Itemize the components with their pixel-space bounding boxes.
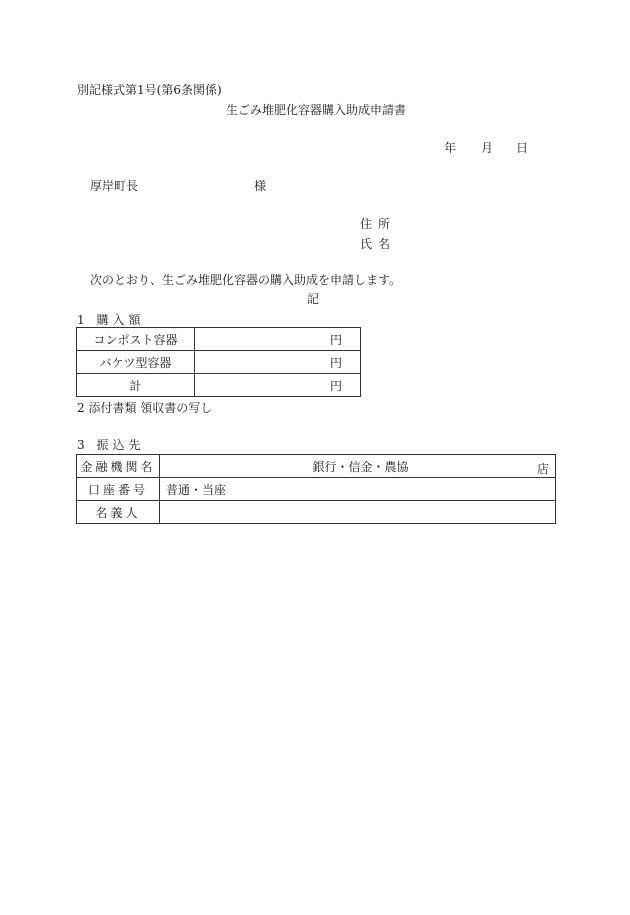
- section1-heading: 1 購入額: [77, 313, 145, 327]
- table-row: [77, 328, 361, 351]
- table-row: [77, 478, 556, 501]
- yen-unit: 円: [329, 355, 342, 370]
- date-year: 年: [444, 141, 457, 155]
- account-types: 普通・当座: [166, 482, 227, 497]
- table-row: [77, 374, 361, 397]
- account-field[interactable]: [160, 478, 556, 501]
- branch-suffix: 店: [536, 462, 549, 476]
- name-label: 氏名: [360, 237, 397, 251]
- yen-unit: 円: [329, 378, 342, 393]
- total-amount-field[interactable]: [195, 374, 361, 397]
- bank-types: 銀行・信金・農協: [312, 459, 409, 474]
- account-label: 口座番号: [77, 478, 160, 501]
- date-month: 月: [481, 141, 494, 155]
- yen-unit: 円: [329, 332, 342, 347]
- amount-field[interactable]: [195, 351, 361, 374]
- transfer-destination-table: [76, 454, 556, 524]
- table-row: [77, 351, 361, 374]
- ki-marker: 記: [307, 292, 320, 306]
- form-number-label: 別記様式第1号(第6条関係): [77, 83, 222, 97]
- honorific: 様: [254, 179, 267, 193]
- section2-heading: 2 添付書類 領収書の写し: [77, 401, 213, 415]
- table-row: [77, 501, 556, 524]
- application-statement: 次のとおり、生ごみ堆肥化容器の購入助成を申請します。: [90, 273, 402, 287]
- bank-label: 金融機関名: [77, 455, 160, 478]
- bank-field[interactable]: [160, 455, 556, 478]
- amount-field[interactable]: [195, 328, 361, 351]
- purchase-amount-table: [76, 327, 361, 397]
- holder-field[interactable]: [160, 501, 556, 524]
- date-row: [0, 142, 630, 156]
- table-row: [77, 455, 556, 478]
- address-label: 住所: [360, 217, 397, 231]
- document-title: 生ごみ堆肥化容器購入助成申請書: [226, 103, 407, 117]
- holder-label: 名義人: [77, 501, 160, 524]
- row-label: バケツ型容器: [77, 351, 195, 374]
- section3-heading: 3 振込先: [77, 438, 145, 452]
- date-day: 日: [516, 141, 529, 155]
- addressee: 厚岸町長: [90, 179, 139, 193]
- row-label: コンポスト容器: [77, 328, 195, 351]
- row-label: 計: [77, 374, 195, 397]
